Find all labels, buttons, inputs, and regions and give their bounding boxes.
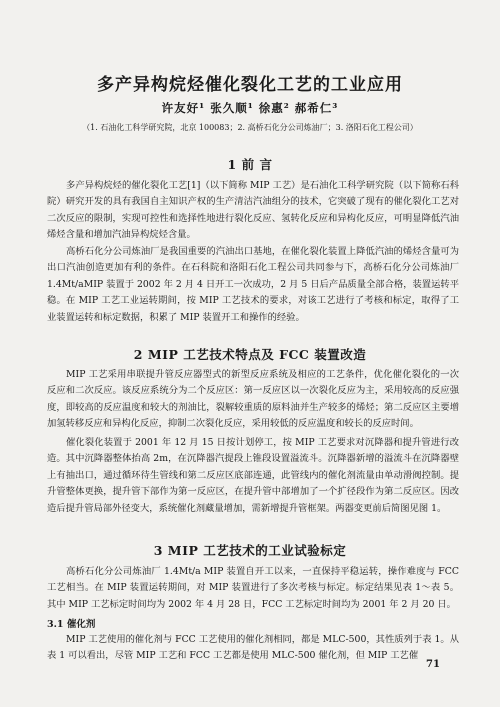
section-heading-industrial-trial: 3 MIP 工艺技术的工业试验标定 bbox=[153, 543, 347, 558]
section-heading-introduction: 1 前 言 bbox=[227, 157, 273, 172]
intro-paragraph-1: 多产异构烷烃的催化裂化工艺[1]（以下简称 MIP 工艺）是石油化工科学研究院（以下简称石科院）研究开发的具有我国自主知识产权的生产清洁汽油组分的技术，它突破了现有的催化裂化工艺对二次反应的限制，实现可控性和选择性地进行裂化反应、氢转化反应和异构化反应，可明显降低汽油烯烃含量和增加汽油异构烷烃含量。 bbox=[47, 180, 459, 241]
affiliations: （1. 石油化工科学研究院，北京 100083；2. 高桥石化分公司炼油厂；3. 洛阳石化工程公司） bbox=[82, 123, 418, 132]
intro-paragraph-2: 高桥石化分公司炼油厂是我国重要的汽油出口基地，在催化裂化装置上降低汽油的烯烃含量可为出口汽油创造更加有利的条件。在石科院和洛阳石化工程公司共同参与下，高桥石化分公司炼油厂 1.4Mt/aMIP 装置于 2002 年 2 月 4 日开工一次成功，2 月 5 日后产品质量全部合格，装置运转平稳。在 MIP 工艺工业运转期间，按 MIP 工艺技术的要求，对该工艺进行了考核和标定，取得了工业装置运转和标定数据，积累了 MIP 装置开工和操作的经验。 bbox=[47, 246, 459, 323]
author-list: 许友好¹ 张久顺¹ 徐惠² 郝希仁³ bbox=[161, 101, 339, 115]
page-number: 71 bbox=[426, 659, 440, 670]
section-heading-mip-features: 2 MIP 工艺技术特点及 FCC 装置改造 bbox=[133, 347, 367, 362]
industrial-trial-paragraph: 高桥石化分公司炼油厂 1.4Mt/a MIP 装置自开工以来，一直保持平稳运转，操作难度与 FCC 工艺相当。在 MIP 装置运转期间，对 MIP 装置进行了多次考核与标定。标定结果见表 1～表 5。其中 MIP 工艺标定时间均为 2002 年 4 月 28 日，FCC 工艺标定时间均为 2001 年 2 月 20 日。 bbox=[47, 566, 459, 610]
subsection-heading-catalyst: 3.1 催化剂 bbox=[47, 619, 96, 630]
mip-features-paragraph-1: MIP 工艺采用串联提升管反应器型式的新型反应系统及相应的工艺条件，优化催化裂化的一次反应和二次反应。该反应系统分为二个反应区：第一反应区以一次裂化反应为主，采用较高的反应强度，即较高的反应温度和较大的剂油比，裂解较重质的原料油并生产较多的烯烃；第二反应区主要增加氢转移反应和异构化反应，抑制二次裂化反应，采用较低的反应温度和较长的反应时间。 bbox=[47, 369, 459, 430]
mip-features-paragraph-2: 催化裂化装置于 2001 年 12 月 15 日按计划停工，按 MIP 工艺要求对沉降器和提升管进行改造。其中沉降器整体抬高 2m，在沉降器汽提段上锥段设置溢流斗。沉降器新增的溢流斗在沉降器壁上有抽出口，通过循环待生管线和第二反应区底部连通，此管线内的催化剂流量由单动滑阀控制。提升管整体更换，提升管下部作为第一反应区，在提升管中部增加了一个扩径段作为第二反应区。因改造后提升管局部外径变大，系统催化剂藏量增加，需新增提升管框架。两器变更前后简图见图 1。 bbox=[47, 437, 459, 514]
catalyst-paragraph: MIP 工艺使用的催化剂与 FCC 工艺使用的催化剂相同，都是 MLC-500，其性质列于表 1。从表 1 可以看出，尽管 MIP 工艺和 FCC 工艺都是使用 MLC-500 催化剂，但 MIP 工艺催 bbox=[47, 634, 459, 662]
paper-title: 多产异构烷烃催化裂化工艺的工业应用 bbox=[97, 75, 403, 95]
